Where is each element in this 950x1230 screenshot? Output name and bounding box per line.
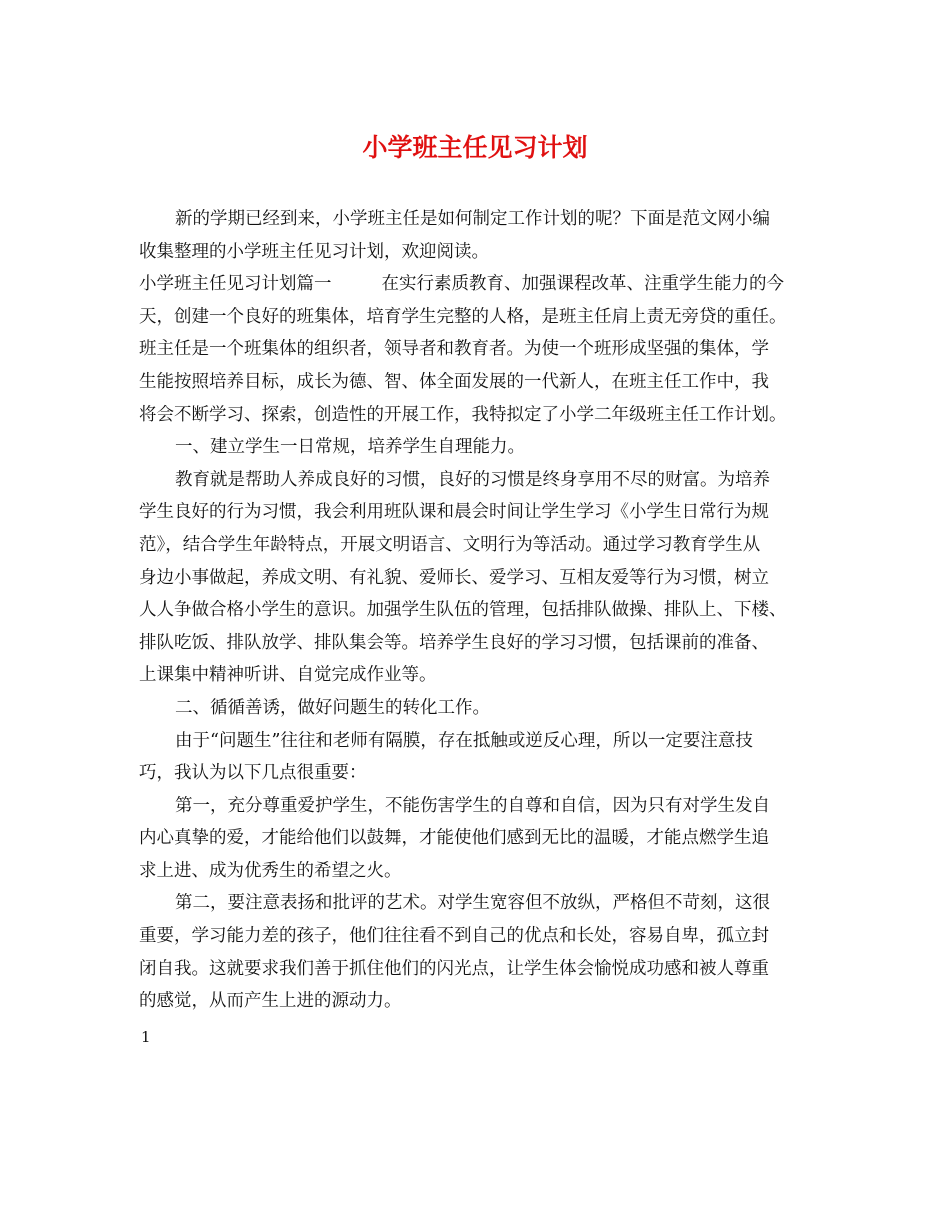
paragraph-line: 教育就是帮助人养成良好的习惯，良好的习惯是终身享用不尽的财富。为培养 — [175, 469, 770, 490]
paragraph-line: 第一，充分尊重爱护学生，不能伤害学生的自尊和自信，因为只有对学生发自 — [175, 795, 770, 816]
paragraph-line: 第二，要注意表扬和批评的艺术。对学生宽容但不放纵，严格但不苛刻，这很 — [175, 893, 770, 914]
section-heading: 二、循循善诱，做好问题生的转化工作。 — [175, 697, 490, 718]
section-heading: 一、建立学生一日常规，培养学生自理能力。 — [175, 437, 525, 458]
paragraph-line: 内心真挚的爱，才能给他们以鼓舞，才能使他们感到无比的温暖，才能点燃学生追 — [139, 828, 769, 849]
paragraph-line: 将会不断学习、探索，创造性的开展工作，我特拟定了小学二年级班主任工作计划。 — [139, 404, 787, 425]
paragraph-line: 排队吃饭、排队放学、排队集会等。培养学生良好的学习习惯，包括课前的准备、 — [139, 632, 769, 653]
section-heading-plan-1: 小学班主任见习计划篇一 — [139, 274, 332, 295]
paragraph-line: 学生良好的行为习惯，我会利用班队课和晨会时间让学生学习《小学生日常行为规 — [139, 502, 769, 523]
paragraph-line: 求上进、成为优秀生的希望之火。 — [139, 860, 402, 881]
paragraph-line: 生能按照培养目标，成长为德、智、体全面发展的一代新人，在班主任工作中，我 — [139, 371, 769, 392]
paragraph-line: 重要，学习能力差的孩子，他们往往看不到自己的优点和长处，容易自卑，孤立封 — [139, 926, 769, 947]
paragraph-text: 在实行素质教育、加强课程改革、注重学生能力的今 — [381, 274, 784, 295]
paragraph-line: 由于“问题生”往往和老师有隔膜，存在抵触或逆反心理，所以一定要注意技 — [175, 730, 753, 751]
paragraph-line: 新的学期已经到来，小学班主任是如何制定工作计划的呢？下面是范文网小编 — [175, 209, 770, 229]
document-title: 小学班主任见习计划 — [362, 133, 588, 162]
paragraph-line: 巧，我认为以下几点很重要： — [139, 763, 367, 784]
paragraph-line: 人人争做合格小学生的意识。加强学生队伍的管理，包括排队做操、排队上、下楼、 — [139, 600, 787, 621]
document-body — [139, 203, 827, 1018]
paragraph-line-with-heading — [139, 268, 827, 301]
paragraph-line: 收集整理的小学班主任见习计划，欢迎阅读。 — [139, 241, 489, 262]
paragraph-line: 班主任是一个班集体的组织者，领导者和教育者。为使一个班形成坚强的集体，学 — [139, 339, 769, 360]
paragraph-line: 的感觉，从而产生上进的源动力。 — [139, 991, 402, 1012]
paragraph-line: 天，创建一个良好的班集体，培育学生完整的人格，是班主任肩上责无旁贷的重任。 — [139, 306, 787, 327]
paragraph-line: 上课集中精神听讲、自觉完成作业等。 — [139, 665, 437, 686]
paragraph-line: 身边小事做起，养成文明、有礼貌、爱师长、爱学习、互相友爱等行为习惯，树立 — [139, 567, 769, 588]
page-number: 1 — [141, 1028, 151, 1046]
paragraph-line: 闭自我。这就要求我们善于抓住他们的闪光点，让学生体会愉悦成功感和被人尊重 — [139, 958, 769, 979]
paragraph-line: 范》，结合学生年龄特点，开展文明语言、文明行为等活动。通过学习教育学生从 — [139, 534, 761, 555]
